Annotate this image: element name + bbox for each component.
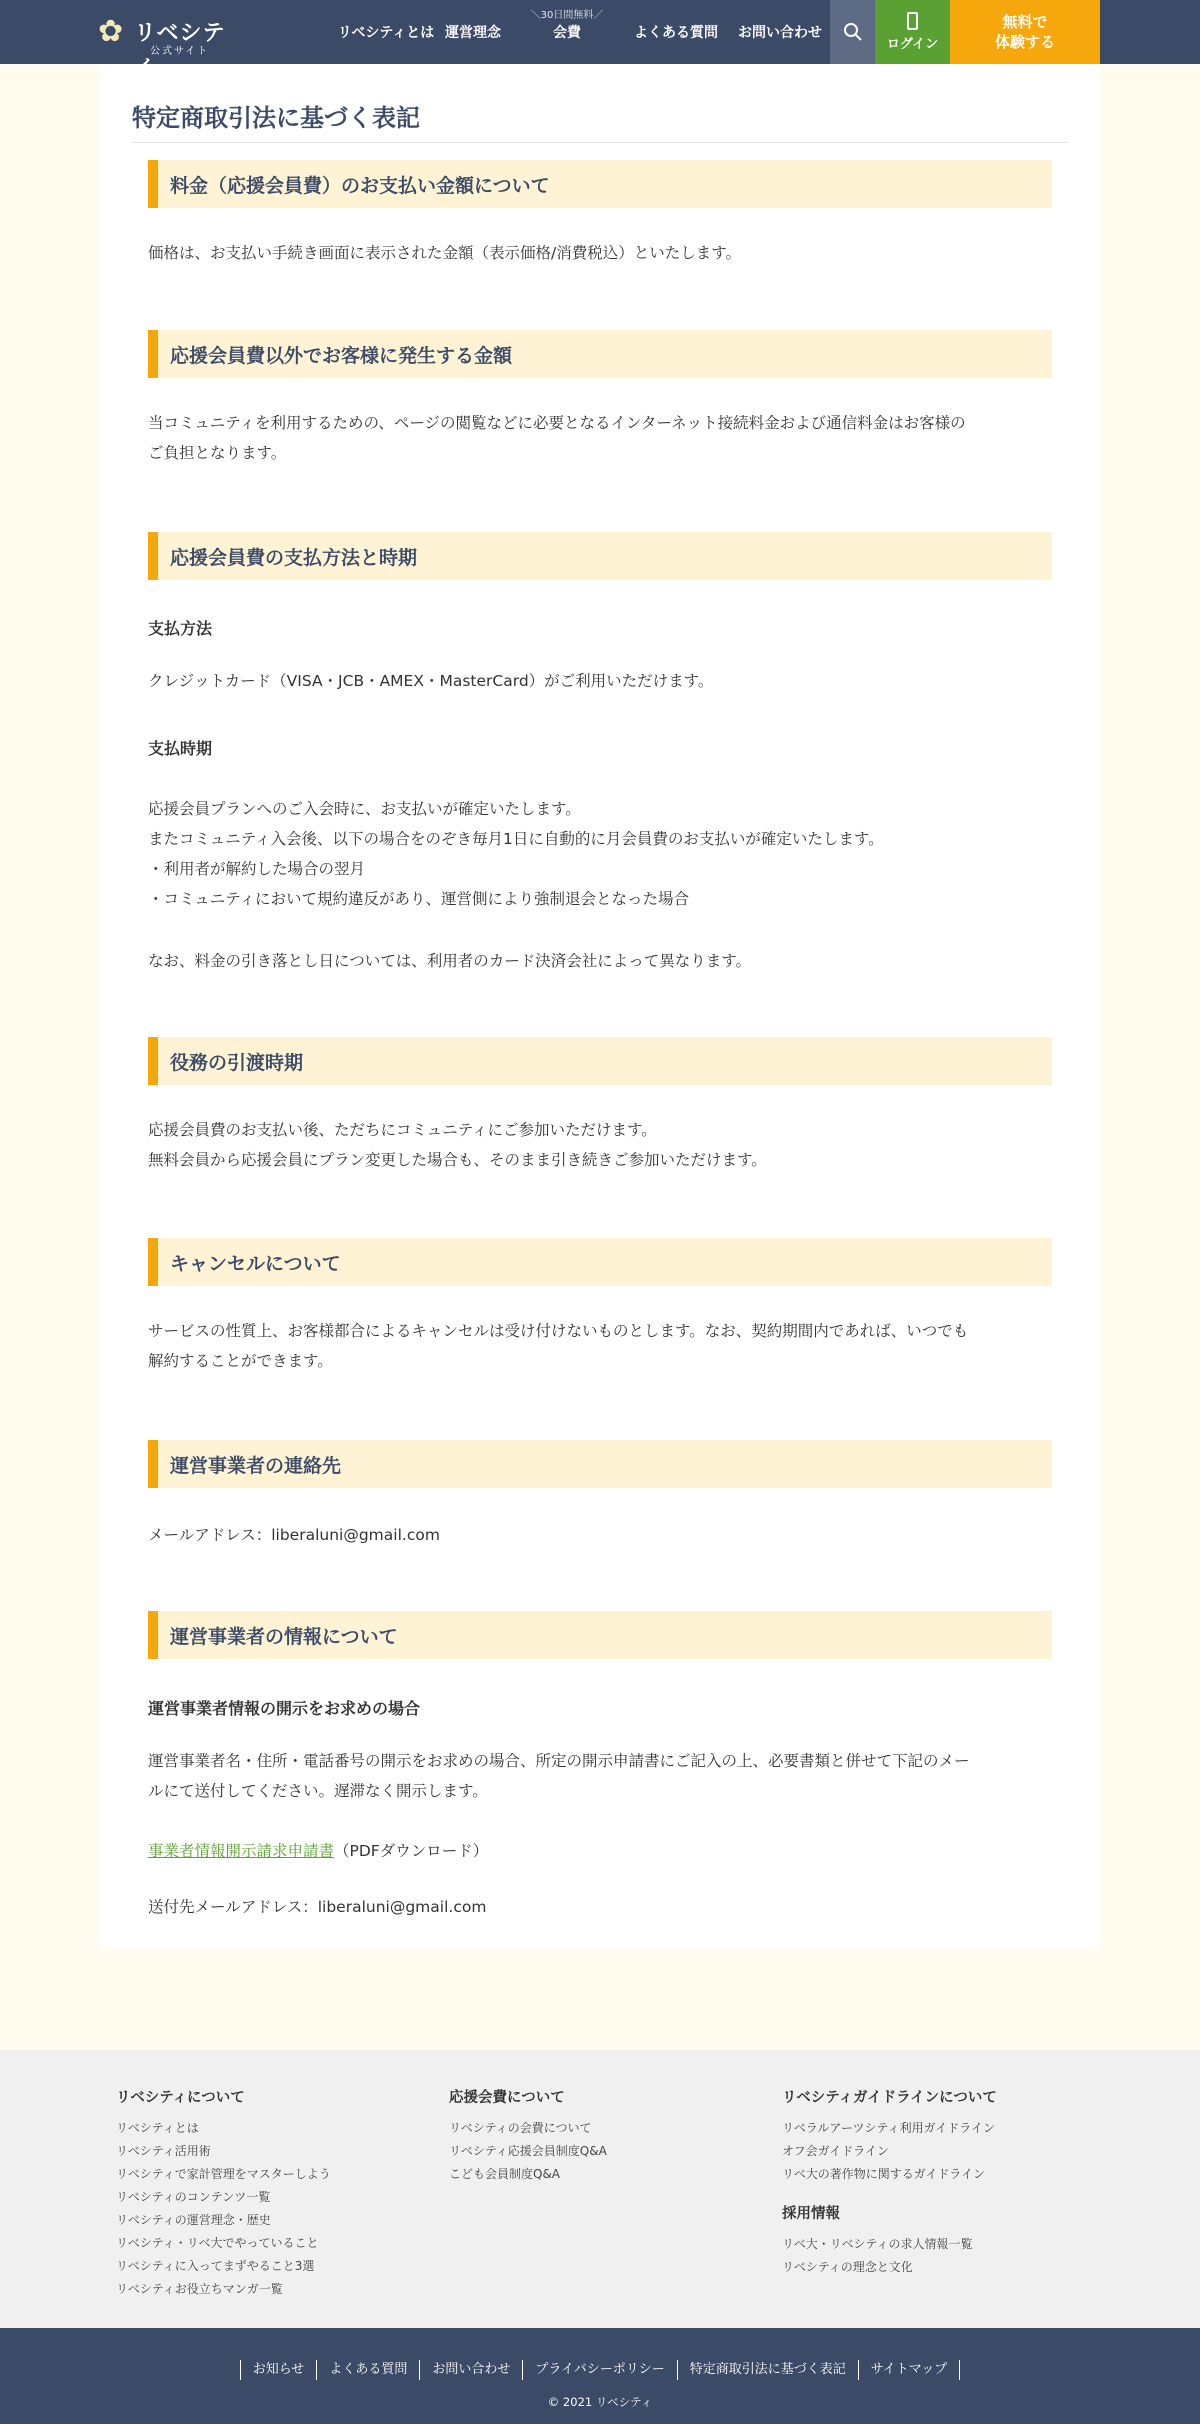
delivery-line: 応援会員費のお支払い後、ただちにコミュニティにご参加いただけます。 [148,1121,657,1139]
payment-timing-line: ・利用者が解約した場合の翌月 [148,860,366,878]
disclosure-form-link[interactable]: 事業者情報開示請求申請書 [148,1842,335,1860]
nav-about[interactable] [338,0,434,64]
footer-link[interactable]: オフ会ガイドライン [782,2144,889,2158]
title-divider [132,142,1068,143]
footer-link[interactable]: リベシティ応援会員制度Q&A [449,2144,607,2158]
footer-bottom-link-tokushoho[interactable]: 特定商取引法に基づく表記 [677,2360,858,2380]
site-footer [0,2050,1200,2328]
contact-email-text: メールアドレス：liberaluni@gmail.com [148,1526,440,1544]
section-heading-other-costs: 応援会員費以外でお客様に発生する金額 [148,330,1052,378]
search-icon [843,22,863,42]
subheading-payment-method: 支払方法 [148,619,213,638]
footer-heading-about: リベシティについて [116,2090,245,2106]
nav-philosophy-label: 運営理念 [445,25,501,41]
footer-link[interactable]: リベシティの理念と文化 [782,2260,913,2274]
disclosure-line: 運営事業者名・住所・電話番号の開示をお求めの場合、所定の開示申請書にご記入の上、必要書類と併せて下記のメー [148,1752,970,1770]
footer-list-fee [449,2117,607,2186]
footer-bottom-link-faq[interactable]: よくある質問 [316,2360,419,2380]
section-text-other-costs [148,408,1058,468]
footer-heading-recruit: 採用情報 [782,2206,840,2222]
footer-link[interactable]: リベシティのコンテンツ一覧 [116,2190,271,2204]
other-costs-line: ご負担となります。 [148,444,287,462]
section-heading-fee-amount: 料金（応援会員費）のお支払い金額について [148,160,1052,208]
footer-link[interactable]: リベラルアーツシティ利用ガイドライン [782,2121,995,2135]
footer-list-guidelines [782,2117,997,2186]
pdf-download-note: （PDFダウンロード） [334,1842,489,1860]
footer-link[interactable]: リベシティお役立ちマンガ一覧 [116,2282,283,2296]
footer-bottom-links [0,2360,1200,2380]
footer-link[interactable]: リベシティとは [116,2121,199,2135]
nav-fee-tag: ＼30日間無料／ [530,10,604,21]
payment-timing-line: 応援会員プランへのご入会時に、お支払いが確定いたします。 [148,800,581,818]
free-trial-button[interactable] [950,0,1100,64]
content-card [100,64,1100,1948]
disclosure-text [148,1746,1058,1806]
nav-fee-label: 会費 [553,25,581,41]
section-heading-delivery: 役務の引渡時期 [148,1037,1052,1085]
footer-link[interactable]: こども会員制度Q&A [449,2167,561,2181]
nav-faq-label: よくある質問 [634,25,718,41]
disclosure-form-row [148,1836,1058,1866]
logo-subtitle: 公式サイト [150,46,210,57]
footer-link[interactable]: リベシティの運営理念・歴史 [116,2213,271,2227]
section-heading-cancel: キャンセルについて [148,1238,1052,1286]
site-header [0,0,1200,64]
footer-bottom-link-privacy[interactable]: プライバシーポリシー [522,2360,676,2380]
section-text-delivery [148,1115,1058,1175]
site-logo[interactable] [98,12,228,57]
subheading-payment-timing: 支払時期 [148,739,213,758]
section-heading-operator-info: 運営事業者の情報について [148,1611,1052,1659]
copyright: © 2021 リベシティ [547,2395,653,2409]
page-title: 特定商取引法に基づく表記 [132,104,420,132]
logo-name: リベシテ [134,21,226,46]
main-nav [338,0,830,64]
search-button[interactable] [830,0,875,64]
footer-link[interactable]: リベシティに入ってまずやること3選 [116,2259,315,2273]
footer-bottom-link-contact[interactable]: お問い合わせ [419,2360,522,2380]
section-text-cancel [148,1316,1058,1376]
footer-heading-fee: 応援会費について [449,2090,565,2106]
payment-timing-line: またコミュニティ入会後、以下の場合をのぞき毎月1日に自動的に月会員費のお支払いが確定いたします。 [148,830,884,848]
footer-link[interactable]: リベ大・リベシティの求人情報一覧 [782,2237,973,2251]
footer-bottom-link-news[interactable]: お知らせ [240,2360,317,2380]
footer-link[interactable]: リベシティで家計管理をマスターしよう [116,2167,331,2181]
footer-list-recruit [782,2233,997,2279]
footer-link[interactable]: リベ大の著作物に関するガイドライン [782,2167,986,2181]
smartphone-icon [907,12,918,30]
nav-philosophy[interactable] [434,0,512,64]
nav-contact-label: お問い合わせ [738,25,822,41]
footer-link[interactable]: リベシティ・リベ大でやっていること [116,2236,319,2250]
footer-list-about [116,2117,331,2301]
cancel-line: 解約することができます。 [148,1352,333,1370]
subheading-disclosure: 運営事業者情報の開示をお求めの場合 [148,1699,421,1718]
footer-col-guidelines [782,2086,997,2279]
payment-note: なお、料金の引き落とし日については、利用者のカード決済会社によって異なります。 [148,952,751,970]
footer-bottom-bar [0,2328,1200,2424]
section-heading-contact: 運営事業者の連絡先 [148,1440,1052,1488]
nav-about-label: リベシティとは [337,25,435,41]
payment-method-text: クレジットカード（VISA・JCB・AMEX・MasterCard）がご利用いただけます。 [148,672,714,690]
login-label: ログイン [886,37,939,52]
trial-label-line2: 体験する [994,33,1055,51]
section-heading-payment: 応援会員費の支払方法と時期 [148,532,1052,580]
footer-col-about [116,2086,331,2301]
delivery-line: 無料会員から応援会員にプラン変更した場合も、そのまま引き続きご参加いただけます。 [148,1151,767,1169]
footer-link[interactable]: リベシティの会費について [449,2121,592,2135]
cancel-line: サービスの性質上、お客様都合によるキャンセルは受け付けないものとします。なお、契約期間内であれば、いつでも [148,1322,969,1340]
payment-timing-line: ・コミュニティにおいて規約違反があり、運営側により強制退会となった場合 [148,890,689,908]
other-costs-line: 当コミュニティを利用するための、ページの閲覧などに必要となるインターネット接続料金および通信料金はお客様の [148,414,966,432]
footer-bottom-link-sitemap[interactable]: サイトマップ [858,2360,961,2380]
footer-link[interactable]: リベシティ活用術 [116,2144,211,2158]
footer-heading-guidelines: リベシティガイドラインについて [782,2090,997,2106]
section-text-fee-amount: 価格は、お支払い手続き画面に表示された金額（表示価格/消費税込）といたします。 [148,244,741,262]
nav-contact[interactable] [730,0,830,64]
nav-fee[interactable] [512,0,622,64]
nav-faq[interactable] [622,0,730,64]
logo-icon: ✿ [98,14,124,49]
disclosure-line: ルにて送付してください。遅滞なく開示します。 [148,1782,488,1800]
send-to-email-text: 送付先メールアドレス：liberaluni@gmail.com [148,1898,487,1916]
login-button[interactable] [875,0,950,64]
footer-col-fee [449,2086,607,2186]
trial-label-line1: 無料で [1002,13,1048,31]
payment-timing-text [148,794,1058,914]
